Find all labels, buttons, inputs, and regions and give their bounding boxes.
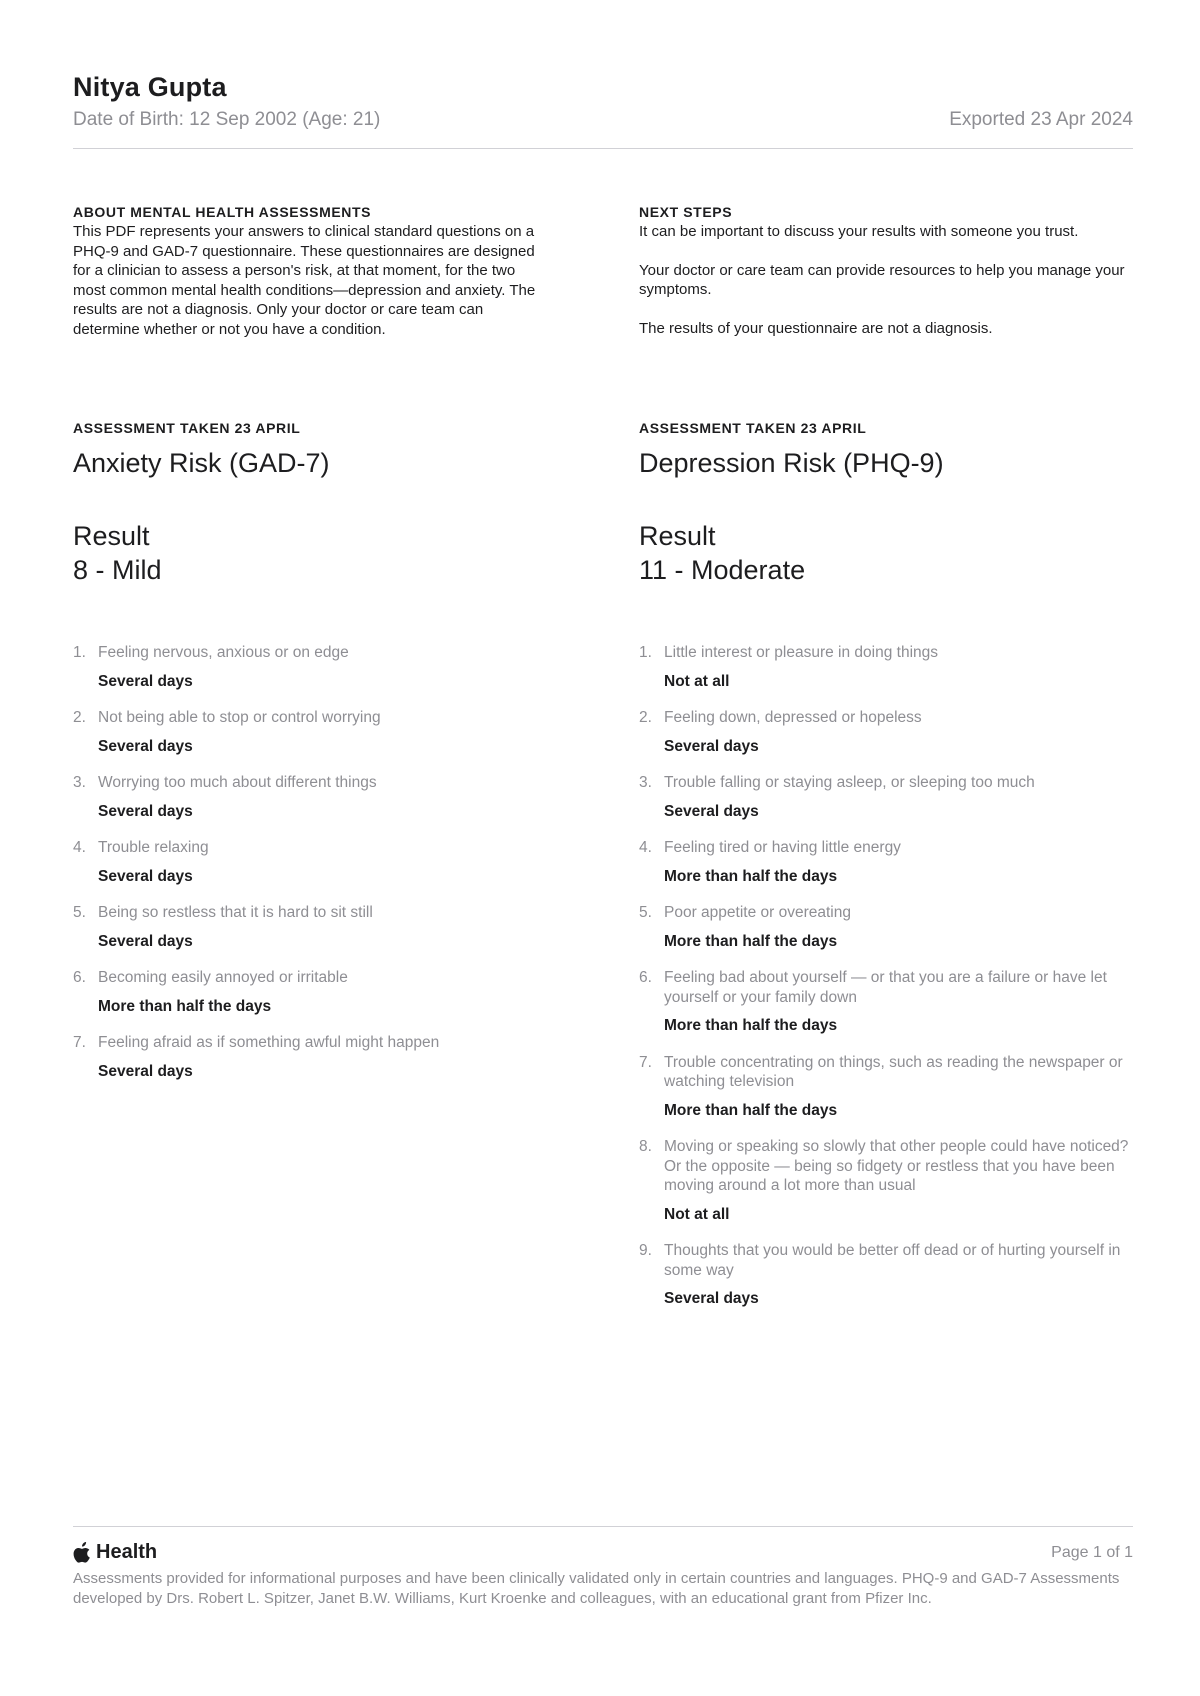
question-number: 1. (73, 644, 86, 661)
question-text: Feeling down, depressed or hopeless (664, 709, 922, 726)
question-answer: Several days (98, 1062, 193, 1080)
question-number: 2. (639, 709, 652, 726)
question-answer: More than half the days (664, 932, 838, 950)
question-item (73, 838, 543, 886)
apple-logo-icon (73, 1542, 92, 1563)
depression-taken-date: ASSESSMENT TAKEN 23 APRIL (639, 420, 867, 436)
question-answer: Several days (664, 737, 759, 755)
question-item (73, 903, 543, 951)
next-steps-paragraph: It can be important to discuss your results with someone you trust. (639, 223, 1079, 240)
question-item (73, 968, 543, 1016)
question-answer: Not at all (664, 672, 730, 690)
export-date: Exported 23 Apr 2024 (949, 109, 1133, 130)
question-text: Feeling bad about yourself — or that you are a failure or have let yourself or your family down (664, 969, 1107, 1006)
header-divider (73, 148, 1133, 149)
question-number: 2. (73, 709, 86, 726)
page-number: Page 1 of 1 (1051, 1544, 1133, 1561)
next-steps-paragraph: Your doctor or care team can provide resources to help you manage your symptoms. (639, 261, 1125, 298)
question-number: 6. (73, 969, 86, 986)
question-number: 6. (639, 969, 652, 986)
question-answer: More than half the days (664, 1101, 838, 1119)
depression-result-label: Result (639, 521, 716, 551)
next-steps-paragraph: The results of your questionnaire are not a diagnosis. (639, 319, 993, 337)
date-of-birth: Date of Birth: 12 Sep 2002 (Age: 21) (73, 109, 381, 130)
question-answer: Several days (664, 802, 759, 820)
question-answer: Several days (664, 1290, 759, 1307)
question-number: 3. (73, 774, 86, 791)
disclaimer-text: Assessments provided for informational purposes and have been clinically validated only in certain countries and languages. PHQ-9 and GAD-7 Assessments developed by Drs. Robert L. Spitzer, Janet B.W. Williams, Kurt Kroenke and colleagues, with an educational grant from Pfizer Inc. (73, 1570, 1120, 1607)
question-text: Worrying too much about different things (98, 774, 377, 791)
question-number: 3. (639, 774, 652, 791)
question-text: Trouble falling or staying asleep, or sleeping too much (664, 774, 1035, 791)
question-item (639, 1241, 1133, 1309)
about-text: This PDF represents your answers to clinical standard questions on a PHQ-9 and GAD-7 questionnaire. These questionnaires are designed for a clinician to assess a person's risk, at that moment, for the two most common mental health conditions—depression and anxiety. The results are not a diagnosis. Only your doctor or care team can determine whether or not you have a condition. (73, 223, 536, 338)
question-text: Not being able to stop or control worrying (98, 709, 381, 726)
about-section (73, 204, 543, 339)
question-answer: More than half the days (664, 867, 838, 885)
question-item (639, 1053, 1133, 1121)
question-number: 9. (639, 1242, 652, 1259)
question-item (639, 968, 1133, 1036)
question-text: Feeling tired or having little energy (664, 839, 901, 856)
question-text: Little interest or pleasure in doing things (664, 644, 938, 661)
question-answer: More than half the days (664, 1017, 838, 1034)
patient-name: Nitya Gupta (73, 72, 227, 102)
question-number: 8. (639, 1138, 652, 1155)
question-text: Becoming easily annoyed or irritable (98, 969, 348, 986)
anxiety-question-list (73, 643, 543, 1081)
question-text: Thoughts that you would be better off dead or of hurting yourself in some way (664, 1242, 1121, 1279)
question-item (639, 838, 1133, 886)
question-item (73, 643, 543, 691)
question-item (639, 708, 1133, 756)
anxiety-result-label: Result (73, 521, 150, 551)
question-answer: Several days (98, 867, 193, 885)
question-number: 1. (639, 644, 652, 661)
next-steps-section (639, 204, 1133, 338)
question-text: Moving or speaking so slowly that other people could have noticed? Or the opposite — being so fidgety or restless that you have been moving around a lot more than usual (664, 1138, 1129, 1194)
question-text: Trouble concentrating on things, such as reading the newspaper or watching television (664, 1053, 1123, 1090)
next-steps-heading: NEXT STEPS (639, 204, 733, 220)
question-text: Feeling afraid as if something awful might happen (98, 1034, 440, 1051)
question-text: Trouble relaxing (98, 839, 209, 856)
question-item (73, 1033, 543, 1081)
question-number: 7. (73, 1034, 86, 1051)
depression-question-list (639, 643, 1133, 1309)
question-text: Poor appetite or overeating (664, 904, 851, 921)
question-answer: Not at all (664, 1205, 730, 1223)
anxiety-title: Anxiety Risk (GAD-7) (73, 448, 330, 478)
question-text: Feeling nervous, anxious or on edge (98, 644, 349, 661)
question-number: 4. (639, 839, 652, 856)
question-item (73, 708, 543, 756)
anxiety-taken-date: ASSESSMENT TAKEN 23 APRIL (73, 420, 301, 436)
report-page (73, 0, 1133, 1696)
anxiety-result-value: 8 - Mild (73, 555, 162, 585)
footer-divider (73, 1526, 1133, 1527)
question-text: Being so restless that it is hard to sit still (98, 904, 373, 921)
question-answer: Several days (98, 672, 193, 690)
about-heading: ABOUT MENTAL HEALTH ASSESSMENTS (73, 204, 372, 220)
health-brand-label: Health (96, 1541, 158, 1563)
question-item (639, 773, 1133, 821)
depression-assessment (639, 420, 1133, 1326)
question-item (73, 773, 543, 821)
question-item (639, 903, 1133, 951)
question-answer: Several days (98, 737, 193, 755)
question-number: 7. (639, 1053, 652, 1071)
question-item (639, 643, 1133, 691)
question-answer: Several days (98, 802, 193, 820)
question-number: 4. (73, 839, 86, 856)
anxiety-assessment (73, 420, 543, 1098)
depression-title: Depression Risk (PHQ-9) (639, 448, 944, 478)
question-answer: Several days (98, 932, 193, 950)
health-brand (73, 1541, 157, 1564)
question-number: 5. (73, 904, 86, 921)
question-item (639, 1137, 1133, 1224)
question-answer: More than half the days (98, 997, 272, 1015)
question-number: 5. (639, 904, 652, 921)
depression-result-value: 11 - Moderate (639, 555, 806, 585)
